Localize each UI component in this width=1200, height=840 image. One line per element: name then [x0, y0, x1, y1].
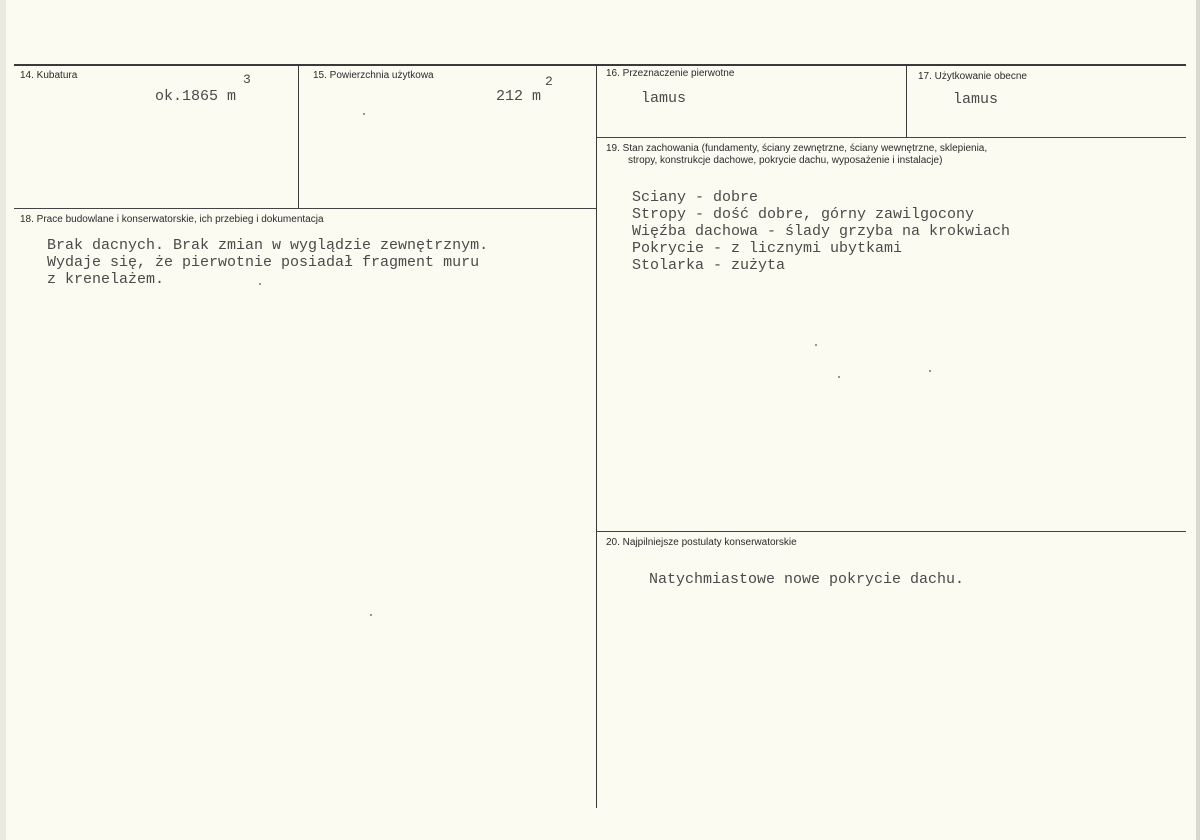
paper-speck	[929, 370, 931, 372]
center-divider	[596, 64, 597, 808]
field-20-label: 20. Najpilniejsze postulaty konserwatorskie	[606, 537, 797, 548]
field-19-line-5: Stolarka - zużyta	[632, 257, 786, 274]
field-19-label-line-2: stropy, konstrukcje dachowe, pokrycie dachu, wyposażenie i instalacje)	[628, 155, 943, 166]
field-19-label-line-1: 19. Stan zachowania (fundamenty, ściany zewnętrzne, ściany wewnętrzne, sklepienia,	[606, 143, 988, 154]
field-19-line-4: Pokrycie - z licznymi ubytkami	[632, 240, 903, 257]
right-upper-rule	[597, 137, 1186, 138]
paper-speck	[363, 113, 365, 115]
field-18-line-3: z krenelażem.	[47, 271, 165, 288]
field-19-line-1: Sciany - dobre	[632, 189, 759, 206]
paper-speck	[259, 283, 261, 285]
right-lower-rule	[597, 531, 1186, 532]
field-14-exponent: 3	[243, 72, 251, 87]
field-19-line-2: Stropy - dość dobre, górny zawilgocony	[632, 206, 975, 223]
field-16-label: 16. Przeznaczenie pierwotne	[606, 68, 735, 79]
field-18-line-2: Wydaje się, że pierwotnie posiadał fragment muru	[47, 254, 480, 271]
field-18-label: 18. Prace budowlane i konserwatorskie, ich przebieg i dokumentacja	[20, 214, 324, 225]
field-20-value: Natychmiastowe nowe pokrycie dachu.	[649, 571, 965, 588]
paper-speck	[370, 614, 372, 616]
field-18-line-1: Brak dacnych. Brak zmian w wyglądzie zewnętrznym.	[47, 237, 489, 254]
left-mid-rule	[14, 208, 597, 209]
divider-14-15	[298, 64, 299, 208]
field-14-value: ok.1865 m	[155, 88, 237, 105]
field-16-value: lamus	[641, 90, 687, 107]
paper-speck	[815, 344, 817, 346]
field-15-value: 212 m	[496, 88, 542, 105]
card-left-edge	[0, 0, 6, 840]
top-rule	[14, 64, 1186, 66]
field-15-label: 15. Powierzchnia użytkowa	[313, 70, 434, 81]
field-19-line-3: Więźba dachowa - ślady grzyba na krokwiach	[632, 223, 1011, 240]
field-17-value: lamus	[953, 91, 999, 108]
field-14-label: 14. Kubatura	[20, 70, 78, 81]
paper-speck	[838, 376, 840, 378]
card-right-edge	[1196, 0, 1200, 840]
divider-16-17	[906, 64, 907, 137]
field-15-exponent: 2	[545, 74, 553, 89]
field-17-label: 17. Użytkowanie obecne	[918, 71, 1027, 82]
